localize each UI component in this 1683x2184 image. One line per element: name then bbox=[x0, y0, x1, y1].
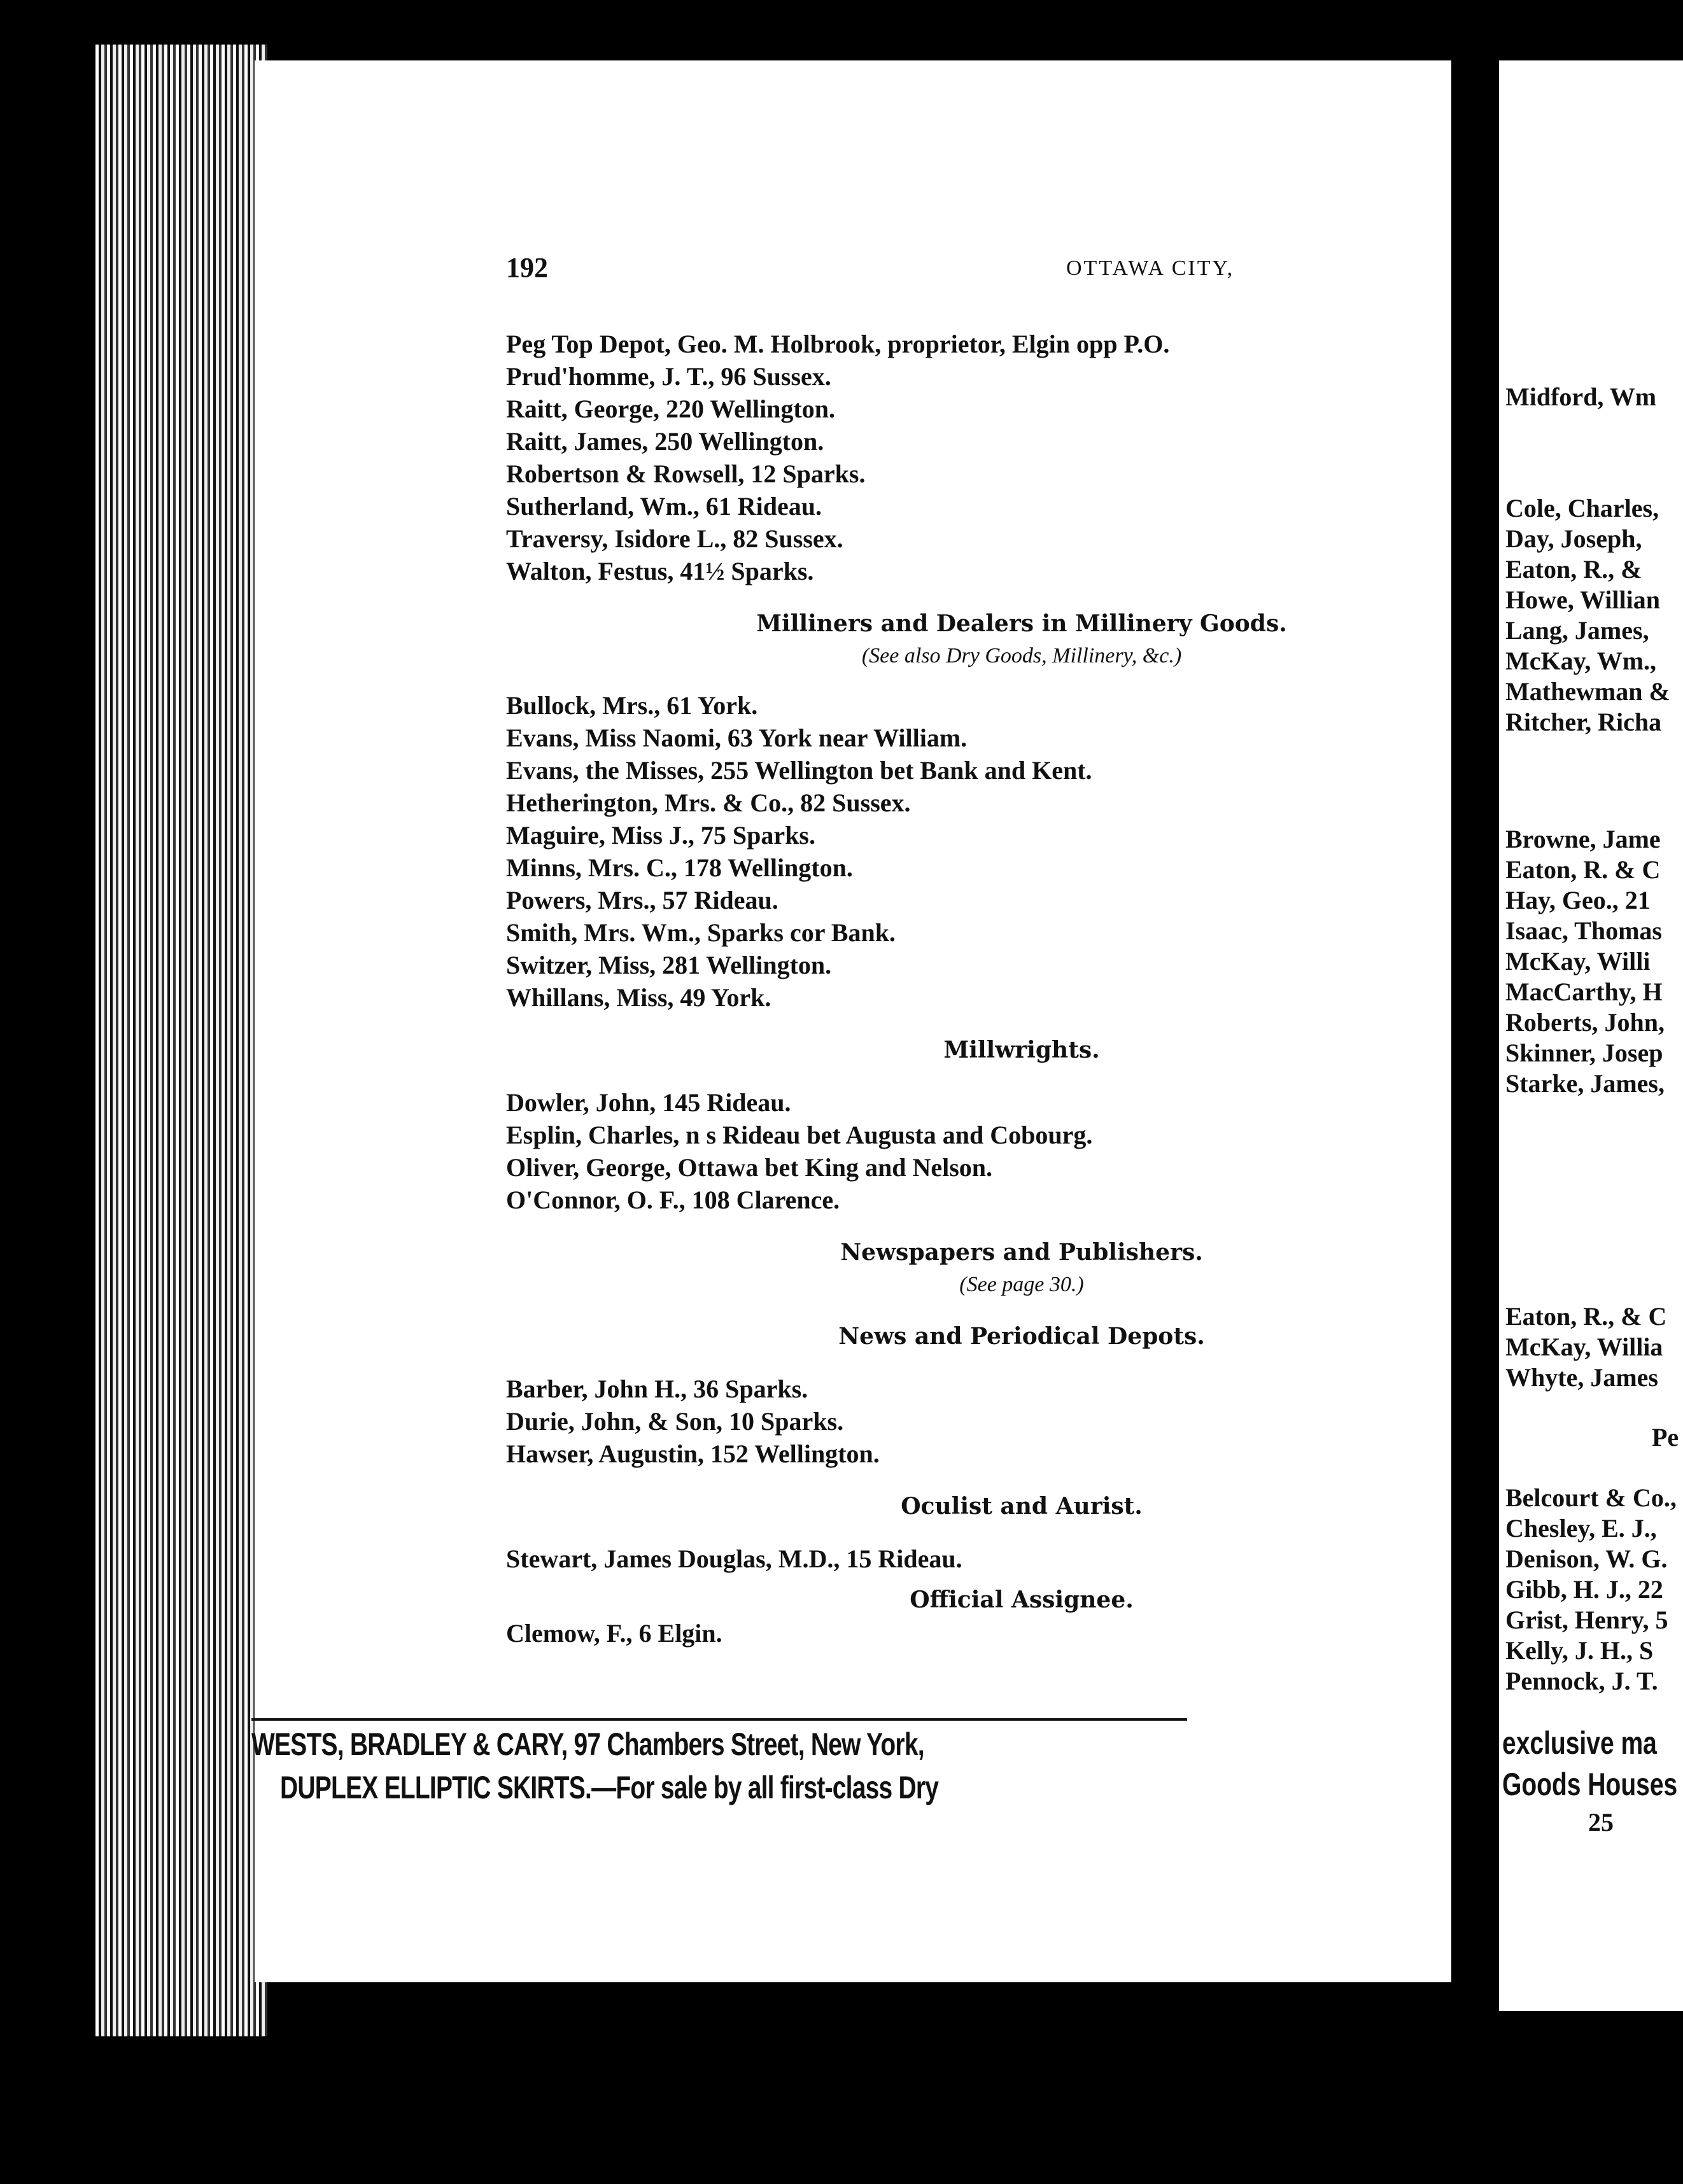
list-item: Esplin, Charles, n s Rideau bet Augusta and Cobourg. bbox=[506, 1121, 1093, 1149]
list-item: Smith, Mrs. Wm., Sparks cor Bank. bbox=[506, 918, 896, 947]
list-item: McKay, Willi bbox=[1505, 947, 1651, 976]
advert-line: WESTS, BRADLEY & CARY, 97 Chambers Street, New York, bbox=[251, 1726, 924, 1762]
list-item: Kelly, J. H., S bbox=[1505, 1636, 1654, 1665]
list-item: McKay, Willia bbox=[1505, 1333, 1663, 1361]
list-item: Roberts, John, bbox=[1505, 1008, 1665, 1037]
directory-column bbox=[506, 328, 1448, 1649]
list-item: Midford, Wm bbox=[1505, 382, 1657, 411]
list-item: McKay, Wm., bbox=[1505, 647, 1657, 675]
list-item: Oliver, George, Ottawa bet King and Nelson. bbox=[506, 1153, 993, 1182]
page-header bbox=[255, 251, 1451, 296]
section-heading-news-depots: News and Periodical Depots. bbox=[838, 1323, 1205, 1350]
advert-line: DUPLEX ELLIPTIC SKIRTS.—For sale by all first-class Dry bbox=[280, 1770, 939, 1805]
section-heading-oculist: Oculist and Aurist. bbox=[901, 1493, 1143, 1520]
divider-rule bbox=[251, 1718, 1187, 1721]
list-item: Bullock, Mrs., 61 York. bbox=[506, 691, 758, 720]
list-item: MacCarthy, H bbox=[1505, 977, 1663, 1006]
list-item: Day, Joseph, bbox=[1505, 524, 1642, 553]
list-item: Cole, Charles, bbox=[1505, 494, 1659, 522]
list-item: Starke, James, bbox=[1505, 1069, 1665, 1098]
running-head: OTTAWA CITY, bbox=[1066, 256, 1235, 280]
section-heading-milliners: Milliners and Dealers in Millinery Goods. bbox=[756, 610, 1287, 637]
list-item: Belcourt & Co., bbox=[1505, 1483, 1677, 1512]
list-item: Robertson & Rowsell, 12 Sparks. bbox=[506, 459, 866, 488]
list-item: Evans, Miss Naomi, 63 York near William. bbox=[506, 724, 968, 752]
book-gutter bbox=[1451, 60, 1499, 2033]
list-item: Hawser, Augustin, 152 Wellington. bbox=[506, 1439, 880, 1468]
list-item: Howe, Willian bbox=[1505, 585, 1661, 614]
list-item: Stewart, James Douglas, M.D., 15 Rideau. bbox=[506, 1544, 962, 1573]
page-number: 192 bbox=[506, 252, 548, 283]
list-item: Ritcher, Richa bbox=[1505, 708, 1662, 736]
list-item: Hetherington, Mrs. & Co., 82 Sussex. bbox=[506, 788, 911, 817]
list-item: Dowler, John, 145 Rideau. bbox=[506, 1088, 791, 1117]
advert-line: Goods Houses bbox=[1502, 1767, 1678, 1802]
list-item: Isaac, Thomas bbox=[1505, 916, 1662, 945]
right-page-fragment bbox=[1499, 60, 1683, 2011]
signature-mark: 25 bbox=[1588, 1808, 1614, 1837]
list-item: Eaton, R., & C bbox=[1505, 1302, 1667, 1331]
left-page bbox=[255, 60, 1451, 1982]
list-item: Whillans, Miss, 49 York. bbox=[506, 983, 771, 1012]
list-item: Eaton, R., & bbox=[1505, 555, 1642, 584]
section-heading-fragment: Pe bbox=[1652, 1423, 1679, 1452]
book-page-edges bbox=[95, 45, 267, 2036]
section-heading-official-assignee: Official Assignee. bbox=[910, 1586, 1134, 1613]
section-heading-millwrights: Millwrights. bbox=[943, 1037, 1100, 1063]
list-item: Durie, John, & Son, 10 Sparks. bbox=[506, 1407, 844, 1436]
list-item: Switzer, Miss, 281 Wellington. bbox=[506, 951, 832, 979]
advert-line: exclusive ma bbox=[1502, 1725, 1657, 1761]
list-item: Lang, James, bbox=[1505, 616, 1649, 645]
list-item: Evans, the Misses, 255 Wellington bet Bank and Kent. bbox=[506, 756, 1092, 785]
list-item: Raitt, George, 220 Wellington. bbox=[506, 395, 835, 423]
list-item: Prud'homme, J. T., 96 Sussex. bbox=[506, 362, 831, 391]
list-item: Barber, John H., 36 Sparks. bbox=[506, 1375, 808, 1403]
list-item: Minns, Mrs. C., 178 Wellington. bbox=[506, 853, 853, 882]
list-item: Grist, Henry, 5 bbox=[1505, 1606, 1668, 1634]
list-item: Mathewman & bbox=[1505, 677, 1670, 706]
list-item: Browne, Jame bbox=[1505, 825, 1661, 853]
list-item: Traversy, Isidore L., 82 Sussex. bbox=[506, 524, 843, 553]
list-item: Maguire, Miss J., 75 Sparks. bbox=[506, 821, 815, 850]
list-item: Powers, Mrs., 57 Rideau. bbox=[506, 886, 778, 914]
list-item: Pennock, J. T. bbox=[1505, 1667, 1658, 1695]
list-item: Walton, Festus, 41½ Sparks. bbox=[506, 557, 814, 585]
section-heading-newspapers: Newspapers and Publishers. bbox=[840, 1239, 1203, 1266]
list-item: Hay, Geo., 21 bbox=[1505, 886, 1651, 914]
list-item: Denison, W. G. bbox=[1505, 1544, 1668, 1573]
list-item: Clemow, F., 6 Elgin. bbox=[506, 1619, 722, 1648]
list-item: Chesley, E. J., bbox=[1505, 1514, 1657, 1543]
list-item: Skinner, Josep bbox=[1505, 1039, 1663, 1067]
section-note-milliners: (See also Dry Goods, Millinery, &c.) bbox=[861, 644, 1182, 668]
list-item: O'Connor, O. F., 108 Clarence. bbox=[506, 1186, 840, 1214]
list-item: Raitt, James, 250 Wellington. bbox=[506, 427, 824, 456]
list-item: Whyte, James bbox=[1505, 1363, 1658, 1392]
list-item: Gibb, H. J., 22 bbox=[1505, 1575, 1663, 1604]
section-note-newspapers: (See page 30.) bbox=[959, 1273, 1084, 1296]
list-item: Peg Top Depot, Geo. M. Holbrook, proprietor, Elgin opp P.O. bbox=[506, 330, 1170, 358]
list-item: Sutherland, Wm., 61 Rideau. bbox=[506, 492, 822, 521]
list-item: Eaton, R. & C bbox=[1505, 855, 1661, 884]
